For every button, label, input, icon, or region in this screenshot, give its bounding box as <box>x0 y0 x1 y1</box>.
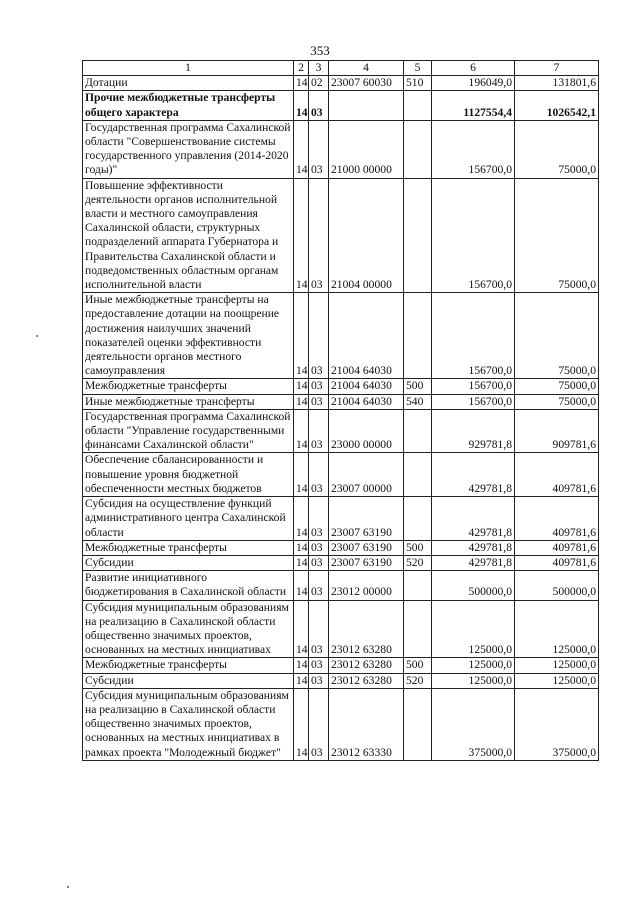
scan-speck <box>67 886 69 888</box>
row-name: Межбюджетные трансферты <box>83 379 294 394</box>
expense-type-code: 500 <box>404 379 432 394</box>
amount-year-2: 375000,0 <box>515 688 599 760</box>
target-article-code: 23007 63190 <box>329 555 404 570</box>
subsection-code: 03 <box>309 409 329 453</box>
table-row <box>83 658 599 673</box>
target-article-code: 23012 63280 <box>329 658 404 673</box>
expense-type-code <box>404 120 432 178</box>
table-row <box>83 688 599 760</box>
expense-type-code: 510 <box>404 76 432 91</box>
section-code: 14 <box>294 76 309 91</box>
section-code: 14 <box>294 120 309 178</box>
row-name: Прочие межбюджетные трансферты общего характера <box>83 91 294 120</box>
target-article-code: 23007 60030 <box>329 76 404 91</box>
expense-type-code <box>404 453 432 497</box>
row-name: Обеспечение сбалансированности и повышение уровня бюджетной обеспеченности местных бюджетов <box>83 453 294 497</box>
subsection-code: 03 <box>309 453 329 497</box>
page-number: 353 <box>310 43 330 58</box>
table-row <box>83 409 599 453</box>
amount-year-2: 500000,0 <box>515 571 599 600</box>
budget-table <box>82 60 599 761</box>
section-code: 14 <box>294 91 309 120</box>
section-code: 14 <box>294 540 309 555</box>
header-cell: 7 <box>515 61 599 76</box>
section-code: 14 <box>294 293 309 379</box>
section-code: 14 <box>294 379 309 394</box>
table-row <box>83 673 599 688</box>
row-name: Повышение эффективности деятельности органов исполнительной власти и местного самоуправления Сахалинской области, структурных подразделений аппарата Губернатора и Правительства Сахалинской области и подведомственных областным органам исполнительной власти <box>83 178 294 293</box>
expense-type-code <box>404 497 432 541</box>
subsection-code: 03 <box>309 120 329 178</box>
amount-year-2: 75000,0 <box>515 120 599 178</box>
row-name: Субсидия муниципальным образованиям на реализацию в Сахалинской области общественно значимых проектов, основанных на местных инициативах <box>83 600 294 658</box>
subsection-code: 03 <box>309 658 329 673</box>
header-cell: 6 <box>432 61 515 76</box>
target-article-code <box>329 91 404 120</box>
amount-year-1: 375000,0 <box>432 688 515 760</box>
expense-type-code <box>404 600 432 658</box>
subsection-code: 02 <box>309 76 329 91</box>
expense-type-code: 500 <box>404 658 432 673</box>
amount-year-1: 125000,0 <box>432 673 515 688</box>
expense-type-code <box>404 178 432 293</box>
target-article-code: 23000 00000 <box>329 409 404 453</box>
header-cell: 5 <box>404 61 432 76</box>
row-name: Субсидия на осуществление функций административного центра Сахалинской области <box>83 497 294 541</box>
amount-year-2: 75000,0 <box>515 178 599 293</box>
subsection-code: 03 <box>309 497 329 541</box>
amount-year-2: 75000,0 <box>515 394 599 409</box>
amount-year-1: 429781,8 <box>432 555 515 570</box>
target-article-code: 23012 63330 <box>329 688 404 760</box>
expense-type-code <box>404 688 432 760</box>
header-cell: 3 <box>309 61 329 76</box>
header-cell: 2 <box>294 61 309 76</box>
row-name: Иные межбюджетные трансферты на предоставление дотации на поощрение достижения наилучших значений показателей оценки эффективности деятельности органов местного самоуправления <box>83 293 294 379</box>
row-name: Дотации <box>83 76 294 91</box>
section-code: 14 <box>294 409 309 453</box>
target-article-code: 21004 64030 <box>329 379 404 394</box>
target-article-code: 23007 63190 <box>329 540 404 555</box>
amount-year-1: 156700,0 <box>432 293 515 379</box>
section-code: 14 <box>294 555 309 570</box>
amount-year-2: 125000,0 <box>515 673 599 688</box>
table-row <box>83 540 599 555</box>
amount-year-2: 75000,0 <box>515 293 599 379</box>
target-article-code: 21000 00000 <box>329 120 404 178</box>
row-name: Субсидии <box>83 673 294 688</box>
subsection-code: 03 <box>309 571 329 600</box>
amount-year-1: 156700,0 <box>432 394 515 409</box>
amount-year-2: 409781,6 <box>515 497 599 541</box>
expense-type-code: 500 <box>404 540 432 555</box>
amount-year-2: 125000,0 <box>515 600 599 658</box>
scan-speck <box>36 335 38 337</box>
amount-year-1: 125000,0 <box>432 658 515 673</box>
table-row <box>83 293 599 379</box>
header-cell: 4 <box>329 61 404 76</box>
row-name: Государственная программа Сахалинской области "Управление государственными финансами Сахалинской области" <box>83 409 294 453</box>
subsection-code: 03 <box>309 91 329 120</box>
row-name: Субсидия муниципальным образованиям на реализацию в Сахалинской области общественно значимых проектов, основанных на местных инициативах в рамках проекта "Молодежный бюджет" <box>83 688 294 760</box>
amount-year-1: 500000,0 <box>432 571 515 600</box>
expense-type-code <box>404 293 432 379</box>
table-row <box>83 76 599 91</box>
header-cell: 1 <box>83 61 294 76</box>
target-article-code: 23007 00000 <box>329 453 404 497</box>
table-row <box>83 91 599 120</box>
subsection-code: 03 <box>309 555 329 570</box>
expense-type-code <box>404 91 432 120</box>
section-code: 14 <box>294 658 309 673</box>
target-article-code: 23012 00000 <box>329 571 404 600</box>
subsection-code: 03 <box>309 688 329 760</box>
amount-year-1: 429781,8 <box>432 453 515 497</box>
subsection-code: 03 <box>309 540 329 555</box>
row-name: Государственная программа Сахалинской области "Совершенствование системы государственного управления (2014-2020 годы)" <box>83 120 294 178</box>
amount-year-2: 909781,6 <box>515 409 599 453</box>
target-article-code: 21004 00000 <box>329 178 404 293</box>
amount-year-2: 131801,6 <box>515 76 599 91</box>
target-article-code: 23012 63280 <box>329 600 404 658</box>
amount-year-2: 1026542,1 <box>515 91 599 120</box>
row-name: Межбюджетные трансферты <box>83 658 294 673</box>
subsection-code: 03 <box>309 673 329 688</box>
table-row <box>83 555 599 570</box>
amount-year-1: 156700,0 <box>432 120 515 178</box>
amount-year-2: 409781,6 <box>515 555 599 570</box>
subsection-code: 03 <box>309 293 329 379</box>
row-name: Межбюджетные трансферты <box>83 540 294 555</box>
target-article-code: 23007 63190 <box>329 497 404 541</box>
amount-year-2: 75000,0 <box>515 379 599 394</box>
amount-year-1: 196049,0 <box>432 76 515 91</box>
target-article-code: 21004 64030 <box>329 293 404 379</box>
subsection-code: 03 <box>309 178 329 293</box>
subsection-code: 03 <box>309 394 329 409</box>
amount-year-1: 1127554,4 <box>432 91 515 120</box>
header-row <box>83 61 599 76</box>
table-row <box>83 497 599 541</box>
section-code: 14 <box>294 688 309 760</box>
table-row <box>83 571 599 600</box>
table-row <box>83 600 599 658</box>
table-row <box>83 178 599 293</box>
section-code: 14 <box>294 453 309 497</box>
expense-type-code: 540 <box>404 394 432 409</box>
section-code: 14 <box>294 497 309 541</box>
subsection-code: 03 <box>309 379 329 394</box>
section-code: 14 <box>294 673 309 688</box>
amount-year-1: 929781,8 <box>432 409 515 453</box>
expense-type-code: 520 <box>404 673 432 688</box>
table-row <box>83 379 599 394</box>
section-code: 14 <box>294 178 309 293</box>
expense-type-code <box>404 571 432 600</box>
amount-year-1: 429781,8 <box>432 497 515 541</box>
expense-type-code: 520 <box>404 555 432 570</box>
row-name: Развитие инициативного бюджетирования в Сахалинской области <box>83 571 294 600</box>
amount-year-1: 156700,0 <box>432 379 515 394</box>
table-row <box>83 394 599 409</box>
amount-year-1: 429781,8 <box>432 540 515 555</box>
section-code: 14 <box>294 600 309 658</box>
row-name: Субсидии <box>83 555 294 570</box>
section-code: 14 <box>294 571 309 600</box>
row-name: Иные межбюджетные трансферты <box>83 394 294 409</box>
target-article-code: 21004 64030 <box>329 394 404 409</box>
amount-year-1: 156700,0 <box>432 178 515 293</box>
amount-year-2: 125000,0 <box>515 658 599 673</box>
subsection-code: 03 <box>309 600 329 658</box>
amount-year-1: 125000,0 <box>432 600 515 658</box>
target-article-code: 23012 63280 <box>329 673 404 688</box>
table-row <box>83 453 599 497</box>
expense-type-code <box>404 409 432 453</box>
amount-year-2: 409781,6 <box>515 540 599 555</box>
amount-year-2: 409781,6 <box>515 453 599 497</box>
table-row <box>83 120 599 178</box>
section-code: 14 <box>294 394 309 409</box>
